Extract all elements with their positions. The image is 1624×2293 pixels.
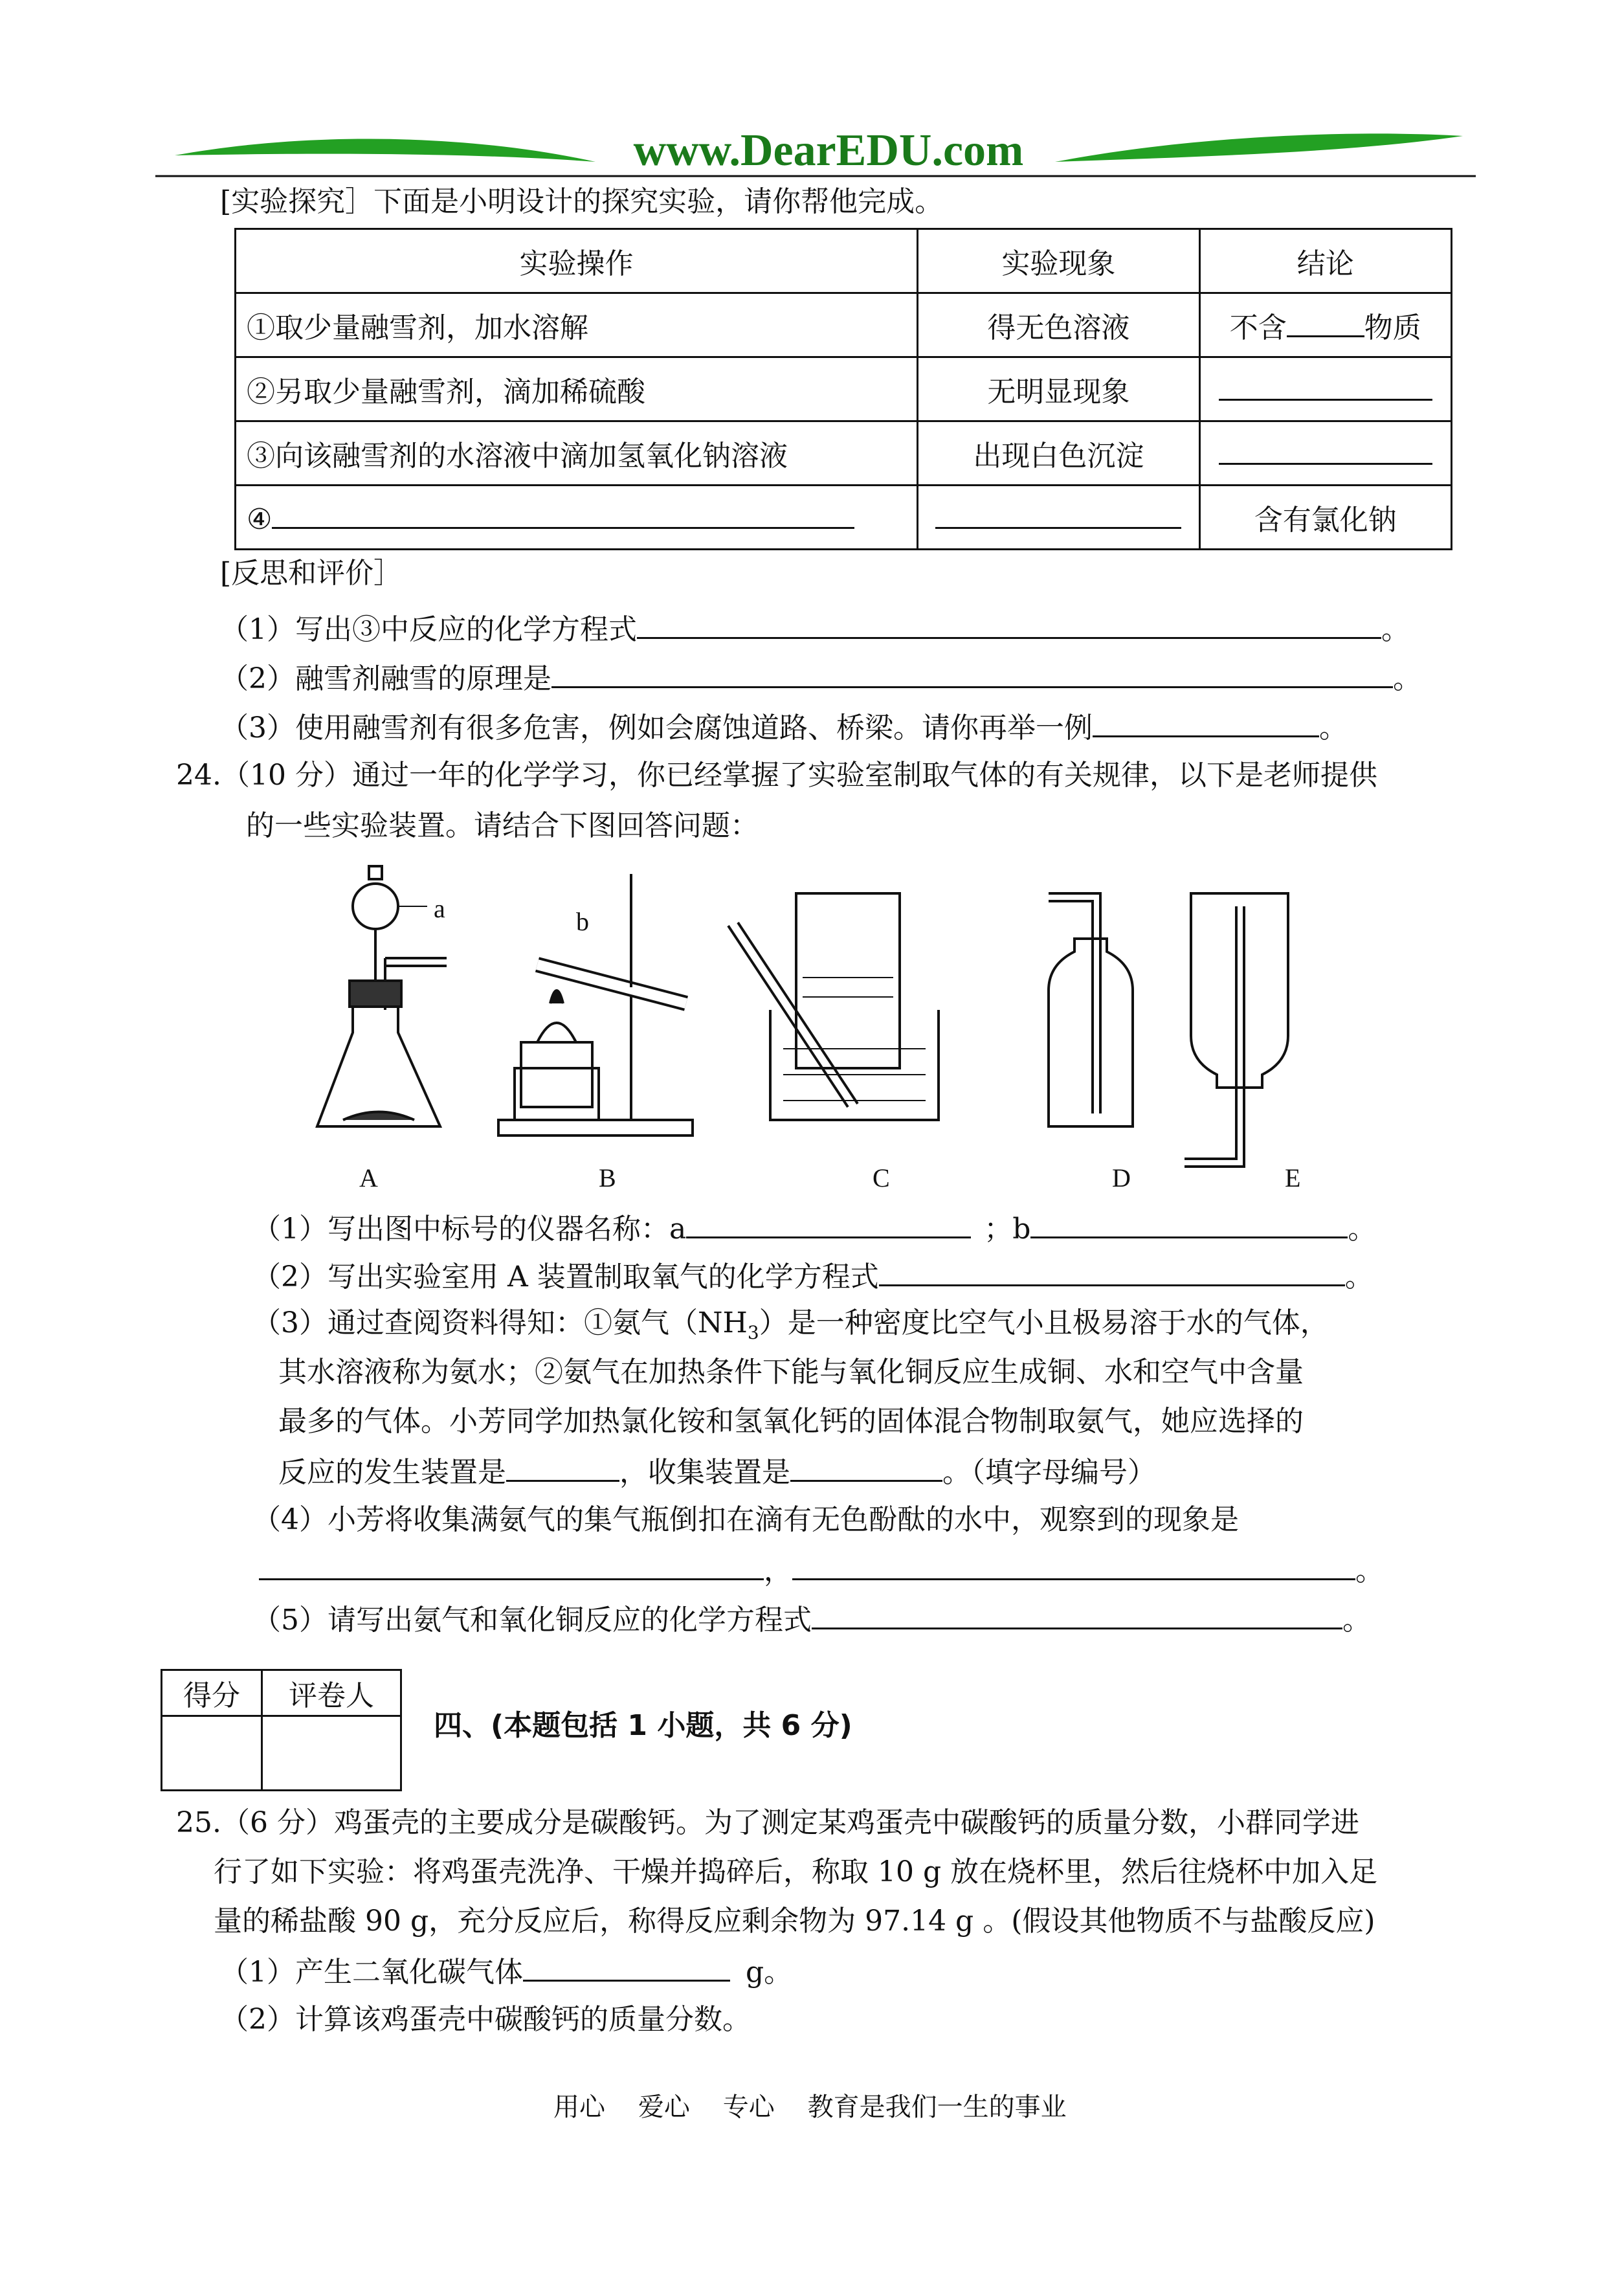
question-text: （3）使用融雪剂有很多危害，例如会腐蚀道路、桥梁。请你再举一例: [220, 711, 1093, 744]
apparatus-label-b: B: [599, 1163, 616, 1192]
table-row: [236, 486, 1452, 550]
question-text: ；b: [984, 1213, 1031, 1246]
score-box: [161, 1669, 402, 1791]
subscript: 3: [747, 1321, 759, 1343]
section-title: 四、(本题包括 1 小题，共 6 分): [434, 1709, 852, 1742]
phenomenon-cell: 无明显现象: [918, 357, 1200, 421]
answer-blank[interactable]: [272, 498, 854, 529]
answer-blank[interactable]: [879, 1256, 1345, 1286]
col-header: 结论: [1199, 229, 1451, 293]
operation-number: ④: [247, 503, 273, 536]
apparatus-e: [1185, 893, 1288, 1167]
col-header: 实验现象: [918, 229, 1200, 293]
q24-p3-line4: [278, 1451, 1156, 1492]
site-logo-text: www.DearEDU.com: [633, 126, 1024, 175]
reflection-q3: [220, 707, 1348, 748]
q24-p3-line2: 其水溶液称为氨水；②氨气在加热条件下能与氧化铜反应生成铜、水和空气中含量: [278, 1356, 1304, 1389]
operation-cell: ③向该融雪剂的水溶液中滴加氢氧化钠溶液: [236, 421, 918, 486]
marker-a: a: [434, 894, 445, 923]
answer-blank[interactable]: [1287, 307, 1364, 337]
reflection-title: [反思和评价］: [220, 557, 403, 590]
apparatus-label-e: E: [1285, 1163, 1301, 1192]
table-row: [236, 293, 1452, 357]
q25-p2: （2）计算该鸡蛋壳中碳酸钙的质量分数。: [220, 2003, 751, 2036]
answer-blank[interactable]: [1093, 707, 1319, 737]
period: 。: [1344, 1260, 1374, 1293]
apparatus-figure: [304, 855, 1443, 1204]
period: 。: [1342, 1604, 1371, 1637]
q25-line3: 量的稀盐酸 90 g，充分反应后，称得反应剩余物为 97.14 g 。(假设其他物质不与盐酸反应): [214, 1905, 1375, 1938]
conclusion-suffix: 物质: [1364, 311, 1421, 344]
apparatus-b: [498, 874, 693, 1135]
marker-b: b: [576, 907, 589, 936]
answer-blank[interactable]: [812, 1599, 1342, 1629]
q24-line1: 24.（10 分）通过一年的化学学习，你已经掌握了实验室制取气体的有关规律，以下是老师提供: [176, 759, 1377, 792]
question-text: 反应的发生装置是: [278, 1456, 506, 1489]
question-text: （1）写出③中反应的化学方程式: [220, 613, 637, 646]
answer-blank[interactable]: [259, 1550, 764, 1580]
table-row: [236, 357, 1452, 421]
phenomenon-cell: 出现白色沉淀: [918, 421, 1200, 486]
operation-cell: ②另取少量融雪剂，滴加稀硫酸: [236, 357, 918, 421]
grader-label: 评卷人: [262, 1670, 401, 1716]
q24-p5: [252, 1599, 1371, 1640]
q25-line1: 25.（6 分）鸡蛋壳的主要成分是碳酸钙。为了测定某鸡蛋壳中碳酸钙的质量分数，小群同学进: [176, 1806, 1359, 1839]
period: 。: [1355, 1554, 1384, 1587]
q24-p3-line3: 最多的气体。小芳同学加热氯化铵和氢氧化钙的固体混合物制取氨气，她应选择的: [278, 1405, 1304, 1438]
answer-blank[interactable]: [792, 1550, 1355, 1580]
table-header-row: [236, 229, 1452, 293]
answer-blank[interactable]: [1030, 1208, 1348, 1238]
q24-p3-line1: [252, 1304, 1329, 1352]
q25-p1: [220, 1951, 792, 1992]
apparatus-c: [728, 893, 939, 1120]
comma: ，: [764, 1554, 792, 1587]
answer-blank[interactable]: [790, 1451, 942, 1482]
q24-line2: 的一些实验装置。请结合下图回答问题：: [246, 809, 759, 842]
experiment-table: [234, 228, 1452, 550]
answer-blank[interactable]: [1219, 370, 1432, 401]
conclusion-cell: 含有氯化钠: [1199, 486, 1451, 550]
question-text: （3）通过查阅资料得知：①氨气（NH: [252, 1306, 748, 1339]
conclusion-prefix: 不含: [1229, 311, 1287, 344]
col-header: 实验操作: [236, 229, 918, 293]
period: 。: [1381, 613, 1410, 646]
question-text: 。（填字母编号）: [942, 1456, 1156, 1489]
score-input[interactable]: [162, 1716, 262, 1791]
answer-blank[interactable]: [686, 1208, 971, 1238]
question-text: （1）产生二氧化碳气体: [220, 1956, 523, 1989]
question-text: （2）写出实验室用 A 装置制取氧气的化学方程式: [252, 1260, 879, 1293]
phenomenon-cell: [918, 486, 1200, 550]
reflection-q2: [220, 658, 1421, 699]
period: 。: [1319, 711, 1348, 744]
question-text: ，收集装置是: [619, 1456, 790, 1489]
answer-blank[interactable]: [637, 609, 1381, 639]
answer-blank[interactable]: [935, 498, 1181, 529]
apparatus-a: [317, 866, 447, 1126]
answer-blank[interactable]: [506, 1451, 619, 1482]
header-banner: [155, 117, 1476, 188]
answer-blank[interactable]: [523, 1951, 730, 1982]
answer-blank[interactable]: [1219, 434, 1432, 465]
grader-input[interactable]: [262, 1716, 401, 1791]
question-text: g。: [746, 1956, 793, 1989]
operation-cell: ①取少量融雪剂，加水溶解: [236, 293, 918, 357]
footer-slogan: 用心 爱心 专心 教育是我们一生的事业: [553, 2092, 1067, 2122]
conclusion-cell: [1199, 357, 1451, 421]
q24-p1: [252, 1208, 1376, 1249]
apparatus-label-d: D: [1112, 1163, 1131, 1192]
q24-p2: [252, 1256, 1374, 1297]
conclusion-cell: [1199, 421, 1451, 486]
apparatus-d: [1049, 893, 1133, 1126]
score-label: 得分: [162, 1670, 262, 1716]
question-text: （1）写出图中标号的仪器名称：a: [252, 1213, 687, 1246]
period: 。: [1348, 1213, 1377, 1246]
q25-line2: 行了如下实验：将鸡蛋壳洗净、干燥并捣碎后，称取 10 g 放在烧杯里，然后往烧杯中加入足: [214, 1855, 1378, 1888]
answer-blank[interactable]: [551, 658, 1393, 688]
phenomenon-cell: 得无色溶液: [918, 293, 1200, 357]
operation-cell: [236, 486, 918, 550]
table-row: [236, 421, 1452, 486]
question-text: （2）融雪剂融雪的原理是: [220, 662, 551, 695]
experiment-intro: [实验探究］下面是小明设计的探究实验，请你帮他完成。: [220, 185, 944, 218]
conclusion-cell: [1199, 293, 1451, 357]
period: 。: [1393, 662, 1421, 695]
q24-p4-blanks: [259, 1550, 1384, 1591]
q24-p4: （4）小芳将收集满氨气的集气瓶倒扣在滴有无色酚酞的水中，观察到的现象是: [252, 1503, 1239, 1536]
question-text: ）是一种密度比空气小且极易溶于水的气体，: [759, 1306, 1329, 1339]
apparatus-label-c: C: [873, 1163, 890, 1192]
apparatus-label-a: A: [359, 1163, 378, 1192]
reflection-q1: [220, 609, 1410, 649]
question-text: （5）请写出氨气和氧化铜反应的化学方程式: [252, 1604, 812, 1637]
